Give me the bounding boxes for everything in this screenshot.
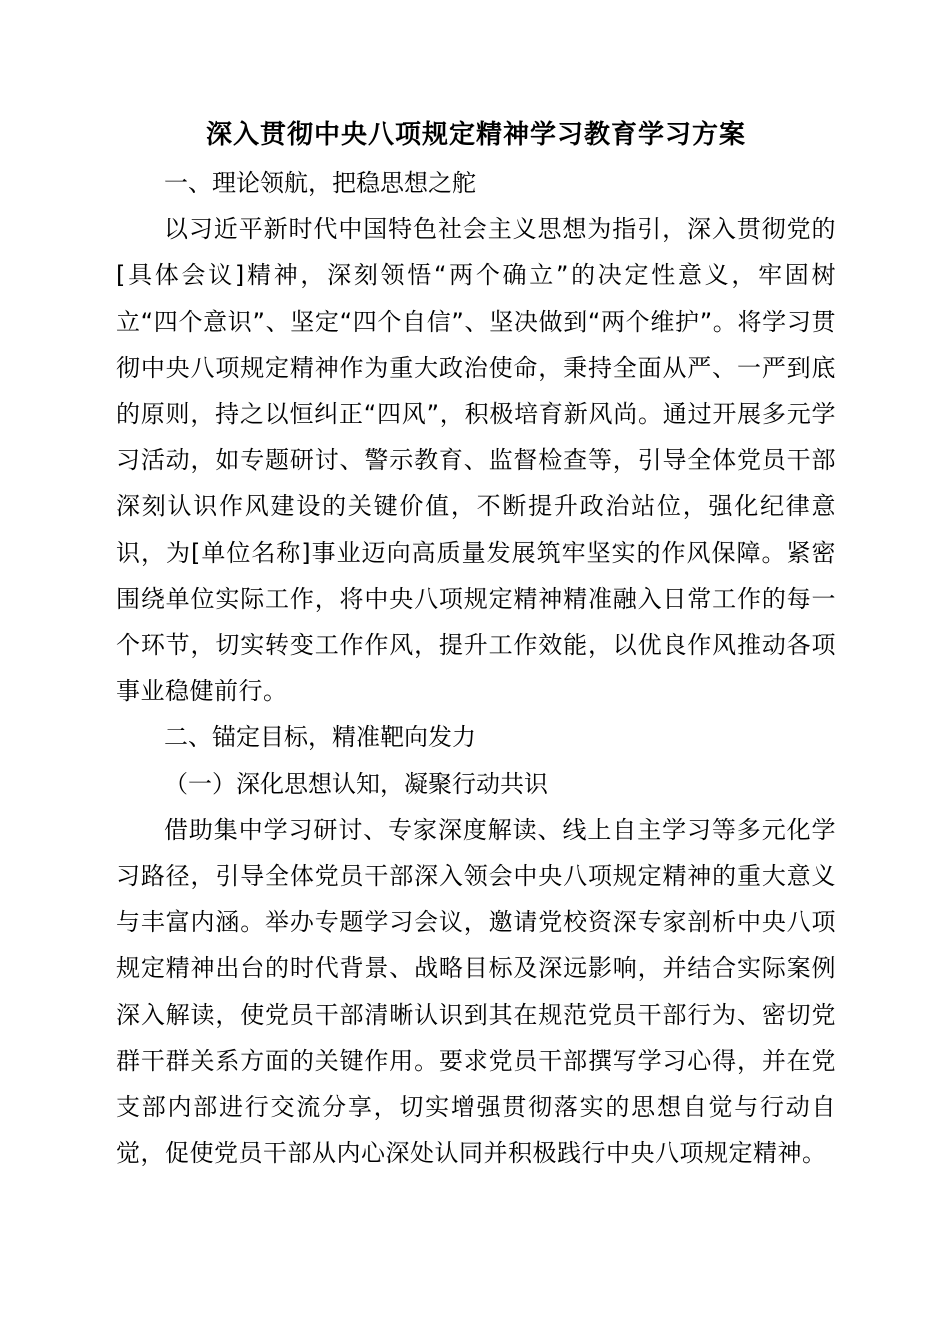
section-2-subheading: （一）深化思想认知，凝聚行动共识: [164, 769, 548, 798]
section-1-heading: 一、理论领航，把稳思想之舵: [164, 169, 476, 197]
document-title: 深入贯彻中央八项规定精神学习教育学习方案: [205, 120, 746, 150]
section-2-paragraph: 借助集中学习研讨、专家深度解读、线上自主学习等多元化学习路径，引导全体党员干部深入领会中央八项规定精神的重大意义与丰富内涵。举办专题学习会议，邀请党校资深专家剖析中央八项规定精神出台的时代背景、战略目标及深远影响，并结合实际案例深入解读，使党员干部清晰认识到其在规范党员干部行为、密切党群干群关系方面的关键作用。要求党员干部撰写学习心得，并在党支部内部进行交流分享，切实增强贯彻落实的思想自觉与行动自觉，促使党员干部从内心深处认同并积极践行中央八项规定精神。: [116, 815, 836, 1168]
document-body: [116, 110, 836, 1176]
section-2-heading: 二、锚定目标，精准靶向发力: [164, 723, 476, 752]
section-1-paragraph: 以习近平新时代中国特色社会主义思想为指引，深入贯彻党的[具体会议]精神，深刻领悟“两个确立”的决定性意义，牢固树立“四个意识”、坚定“四个自信”、坚决做到“两个维护”。将学习贯彻中央八项规定精神作为重大政治使命，秉持全面从严、一严到底的原则，持之以恒纠正“四风”，积极培育新风尚。通过开展多元学习活动，如专题研讨、警示教育、监督检查等，引导全体党员干部深刻认识作风建设的关键价值，不断提升政治站位，强化纪律意识，为[单位名称]事业迈向高质量发展筑牢坚实的作风保障。紧密围绕单位实际工作，将中央八项规定精神精准融入日常工作的每一个环节，切实转变工作作风，提升工作效能，以优良作风推动各项事业稳健前行。: [116, 215, 836, 706]
